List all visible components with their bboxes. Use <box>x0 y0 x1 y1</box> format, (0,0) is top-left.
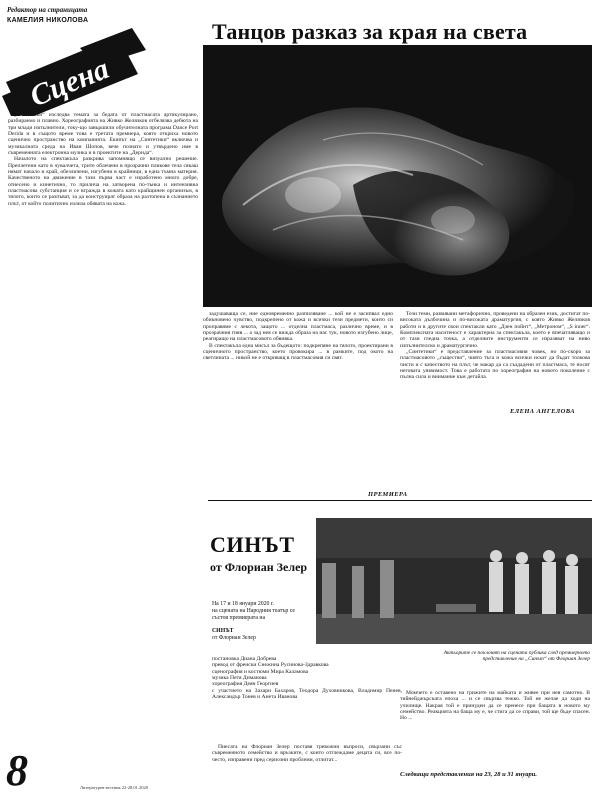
imprint: Литературен вестник 22-28.01.2020 <box>80 785 149 790</box>
page-number: 8 <box>6 746 28 795</box>
credit-line: постановка Диана Добрева <box>212 656 277 662</box>
middle1-paragraph-1: задушаваща се, ние едновременно разпиляване ... кой не е засипвал едно обикновено чувство, подкрепено от кожа и всички тези предмети, които си проправяме с лекота, защото ... отделна пластмаса, различно време, и в прозрачния гняв ... а зад нея се вижда образа на нас тук, новото изгубено лице, реагиращо на пластмасовото обвивка. <box>203 311 393 343</box>
middle-column-1 <box>203 311 393 411</box>
middle2-paragraph-2: „Синтетики“ е представление за пластмасовия човек, но по-скоро за пластмасовото „същество“, чиято тъга и кожа всички искат да бъдат толкова чисти и с качеството на плът, че макар да са създадени от пластмаса, те носят неговата уязвимост. Това е работата по хореография на новото поколение с пълна сила и внимание към детайла. <box>400 349 590 381</box>
dance-photo <box>203 45 592 307</box>
premiere-intro-place: на сцената на Народния театър се състоя премиерата на <box>212 608 296 621</box>
main-headline: Танцов разказ за края на света <box>212 19 528 44</box>
middle2-paragraph-1: Тези теми, развивани метафорично, проведени на образен език, достигат по-високата дълбочина и по-високата драматургия, с която Живко Желязков работи и в другите свои спектакли като „Дзен пойнт“, „Метроном“, „S inner“. Комплексната наситеност е характерна за спектакъла, което е впечатляващо и от тази гледна точка, а отделните инструменти се изразяват на ниво изпълнителско и драматургично. <box>400 311 590 349</box>
middle-column-2 <box>400 311 590 401</box>
premiere-kicker: ПРЕМИЕРА <box>365 491 410 498</box>
editor-name: КАМЕЛИЯ НИКОЛОВА <box>7 17 89 24</box>
premiere-intro-date: На 17 и 18 януари 2020 г. <box>212 601 275 607</box>
section-tag-label: Сцена <box>25 52 114 114</box>
premiere-subtitle: от Флориан Зелер <box>210 560 308 574</box>
credit-line: с участието на Захари Бахаров, Теодора Духовникова, Владимир Пенев, Александър Тонев и Анета Иванова <box>212 687 402 701</box>
premiere-intro <box>212 601 312 642</box>
article-author: ЕЛЕНА АНГЕЛОВА <box>510 408 575 415</box>
credit-line: хореография Деян Георгиев <box>212 681 279 688</box>
left-paragraph-2: Началото на спектакъла разкрива запомнящо се визуално решение. Преплетени като в чувалчета, трите облечени в прозрачни пликове тела сякаш нямат начало и край, обезличени, изгубени в крайници, в една тъмна материя. Качественото на движение в тази първа част е изработено много добре, отнесено и кинетично, то прилича на затворена по-тънка и интензивна пластмасова субстанция и се вгражда в кожата като крайщинен организъм, в тялото, които се разпъват, за да конструират образа на разтопена в съзнанието плът, от който политично излиза обявата на кожа. <box>8 156 198 207</box>
stage-photo-caption: Актьорите се поклонят на сцената публика след премиерното представление на „Синът“ от Флориан Зелер <box>443 650 590 663</box>
credit-line: превод от френски Снежина Русинова-Здравкова <box>212 662 329 669</box>
play-author: от Флориан Зелер <box>212 635 256 641</box>
left-paragraph-1: „Синтетики“ изследва темата за бедата от пластмасата артикулирано, разбираемо и плавно. Хореографията на Живко Желязков отбелязва дебюта на три млади изпълнители, току-що завършили обучителната програма Dance Port Derida и в същото време това е третата премиера, която откриха новото сценично пространство на компанията. Екипът на „Синтетики“ включва и музикалната среда на Иван Шопов, вече познато и утвърдено име в съвременната електронна музика и в проектите на „Дерида“. <box>8 112 198 157</box>
editor-role: Редактор на страницата <box>7 6 88 14</box>
premiere-right-paragraph: Момчето е оставено на грижите на майката и живее при нея самотно. В тийнейджърската епоха ... и се свързва тежко. Той не желае да ходи на училище. Накрая той е принуден да се пренесе при бащата в новото му семейство. Реакцията на баща му е, че стига да се справи, той ще бъде спасен. Но ... <box>400 690 590 722</box>
stage-photo <box>316 518 592 644</box>
credit-line: музика Петя Диманова <box>212 675 267 682</box>
middle1-paragraph-2: В спектакъла една мисъл за бъдещото: подкрепяне на тялото, проектирани в сценичното пространство, което провокира ... в рамките, под окото на светлината ... никой не е откриващ в пластмасовия си свят. <box>203 342 393 362</box>
premiere-lower-paragraph: Пиесата на Флориан Зелер поставя тревожни въпроси, свързани със съвременното семейство и връзките, с които отглеждаме децата си, все по-често, изправени пред сериозни проблеми, отлитат... <box>212 744 402 763</box>
premiere-lower-text <box>212 744 402 784</box>
premiere-rule <box>208 500 592 501</box>
left-column-text <box>8 112 198 752</box>
premiere-title: СИНЪТ <box>210 532 295 557</box>
next-performances: Следващи представления на 23, 28 и 31 януари. <box>400 771 538 778</box>
credit-line: сценография и костюми Мира Каламова <box>212 668 309 675</box>
premiere-right-text <box>400 690 590 765</box>
play-title: СИНЪТ <box>212 628 234 634</box>
section-tag <box>0 26 150 116</box>
premiere-credits <box>212 656 402 751</box>
